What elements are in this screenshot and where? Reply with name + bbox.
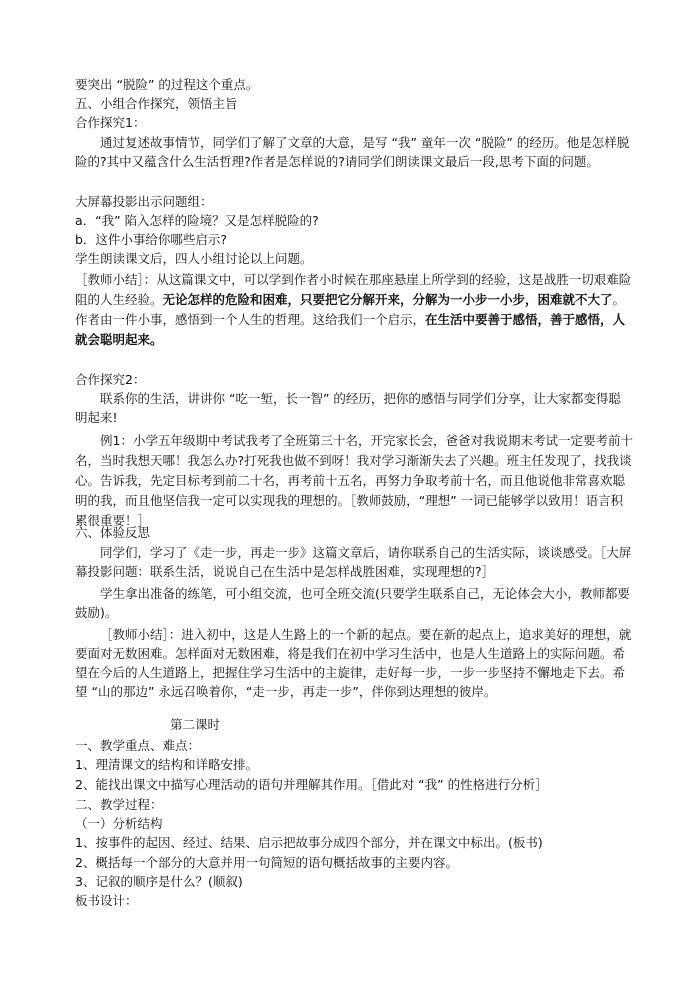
reflection-paragraph-2: 学生拿出准备的练笔，可小组交流，也可全班交流(只要学生联系自己，无论体会大小，教师都要鼓励)。 — [75, 586, 630, 620]
lesson-2-heading-1: 一、教学重点、难点： — [75, 738, 201, 753]
screen-projection-title: 大屏幕投影出示问题组： — [75, 194, 213, 209]
summary-text: ［教师小结］：从这篇课文中，可以学到作者小时候在那座悬崖上所学到的经验，这是战胜一切艰难险阻的人生经验。 — [75, 272, 632, 307]
heading-section-5: 五、小组合作探究，领悟主旨 — [75, 96, 238, 111]
lesson-2-subheading: （一）分析结构 — [75, 816, 163, 831]
lesson-2-step-1: 1、按事件的起因、经过、结果、启示把故事分成四个部分，并在课文中标出。(板书) — [75, 835, 543, 850]
lesson-2-title: 第二课时 — [170, 717, 221, 732]
example-1-paragraph: 例1：小学五年级期中考试我考了全班第三十名，开完家长会，爸爸对我说期末考试一定要考前十名，当时我想天哪！我怎么办?打死我也做不到呀！我对学习渐渐失去了兴趣。班主任发现了，找我谈心。告诉我，先定目标考到前二十名，再考前十五名，再努力争取考前十名，而且他说他非常喜欢聪明的我，而且他坚信我一定可以实现我的理想的。［教师鼓励，“理想” 一词已能够学以致用！语言积累很重要！］ — [75, 433, 633, 528]
lesson-2-item-1: 1、理清课文的结构和详略安排。 — [75, 757, 258, 772]
coop-1-title: 合作探究1： — [75, 115, 146, 130]
summary-bold-insight: 在生活中要善于感悟，善于感悟，人就会聪明起来。 — [75, 312, 626, 347]
lesson-2-step-2: 2、概括每一个部分的大意并用一句简短的语句概括故事的主要内容。 — [75, 855, 458, 870]
summary-bold-key-point: 无论怎样的危险和困难，只要把它分解开来，分解为一小步一小步，困难就不大了 — [162, 292, 613, 307]
lesson-2-step-3: 3、记叙的顺序是什么？(顺叙) — [75, 874, 243, 889]
question-b: b．这件小事给你哪些启示? — [75, 232, 228, 247]
coop-2-paragraph: 联系你的生活，讲讲你 “吃一堑，长一智” 的经历，把你的感悟与同学们分享，让大家都变得聪明起来! — [75, 391, 621, 425]
question-a: a．“我” 陷入怎样的险境？又是怎样脱险的? — [75, 213, 319, 228]
board-design-label: 板书设计： — [75, 893, 138, 908]
discussion-line: 学生朗读课文后，四人小组讨论以上问题。 — [75, 251, 313, 266]
coop-2-title: 合作探究2： — [75, 372, 146, 387]
intro-line: 要突出 “脱险” 的过程这个重点。 — [75, 77, 259, 92]
heading-section-6: 六、体验反思 — [75, 525, 151, 540]
lesson-2-heading-2: 二、教学过程： — [75, 797, 163, 812]
teacher-summary-1 — [75, 270, 633, 350]
summary-text-mid: 。作者由一件小事，感悟到一个人生的哲理。这给我们一个启示， — [75, 292, 626, 327]
coop-1-paragraph: 通过复述故事情节，同学们了解了文章的大意，是写 “我” 童年一次 “脱险” 的经历。他是怎样脱险的?其中又蕴含什么生活哲理?作者是怎样说的?请同学们朗读课文最后一段,思考下面的问题。 — [75, 135, 630, 169]
teacher-summary-2: ［教师小结］：进入初中，这是人生路上的一个新的起点。要在新的起点上，追求美好的理想，就要面对无数困难。怎样面对无数困难，将是我们在初中学习生活中，也是人生道路上的实际问题。希望在今后的人生道路上，把握住学习生活中的主旋律，走好每一步，一步一步坚持不懈地走下去。希望 “山的那边” 永远召唤着你，“走一步，再走一步”，伴你到达理想的彼岸。 — [75, 627, 632, 699]
lesson-2-item-2: 2、能找出课文中描写心理活动的语句并理解其作用。［借此对 “我” 的性格进行分析］ — [75, 777, 548, 792]
reflection-paragraph-1: 同学们，学习了《走一步，再走一步》这篇文章后，请你联系自己的生活实际，谈谈感受。［大屏幕投影问题：联系生活，说说自己在生活中是怎样战胜困难，实现理想的?］ — [75, 545, 632, 579]
